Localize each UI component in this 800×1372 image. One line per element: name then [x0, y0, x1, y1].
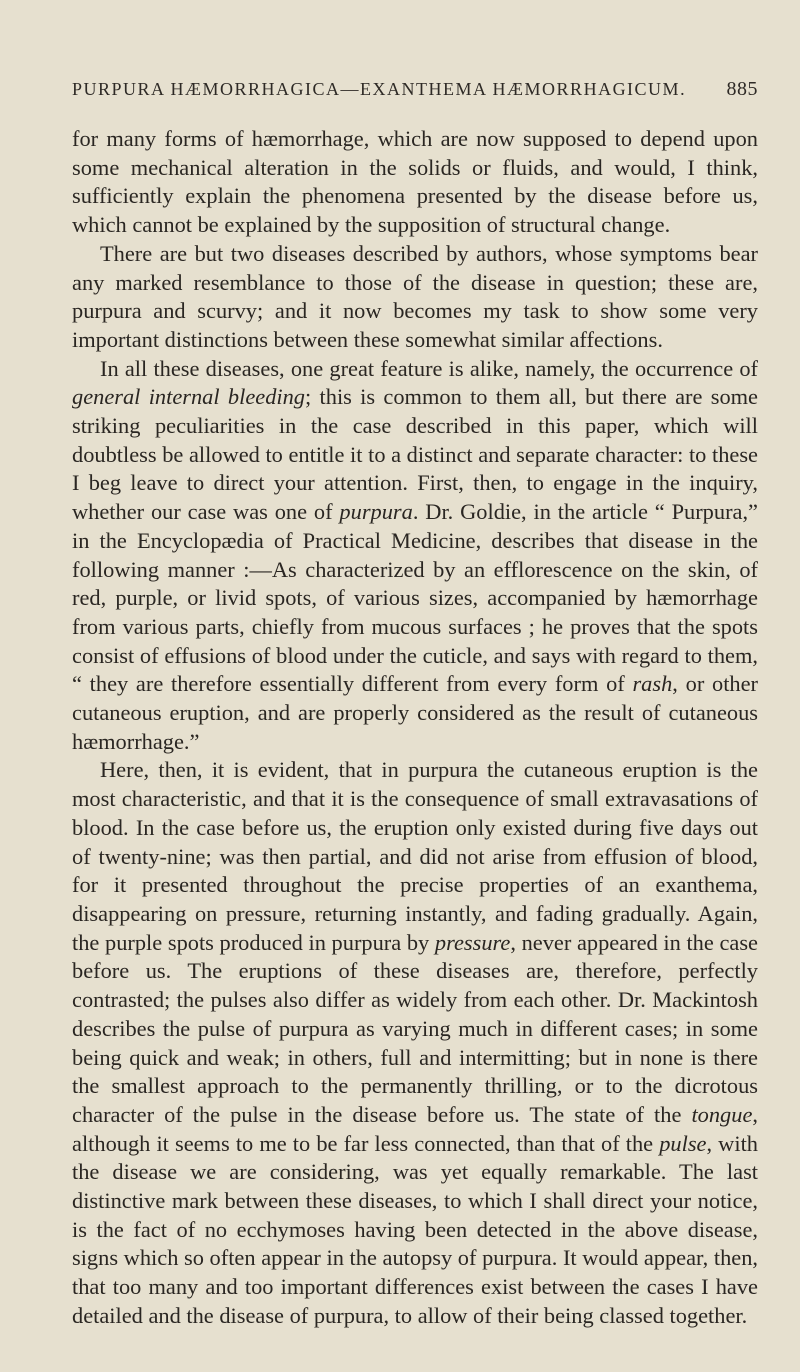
- paragraph: In all these diseases, one great feature is alike, namely, the occurrence of general internal bleeding; this is common to them all, but there are some striking peculiarities in the case described in this paper, which will doubtless be allowed to entitle it to a distinct and separate character: to these I beg leave to direct your attention. First, then, to engage in the inquiry, whether our case was one of purpura. Dr. Goldie, in the article “ Purpura,” in the Encyclopædia of Practical Medicine, describes that disease in the following manner :—As characterized by an efflorescence on the skin, of red, purple, or livid spots, of various sizes, accompanied by hæmorrhage from various parts, chiefly from mucous surfaces ; he proves that the spots consist of effusions of blood under the cuticle, and says with regard to them, “ they are therefore essentially different from every form of rash, or other cutaneous eruption, and are properly considered as the result of cutaneous hæmorrhage.”: [72, 355, 758, 754]
- body-text: [72, 125, 758, 1331]
- running-title: PURPURA HÆMORRHAGICA—EXANTHEMA HÆMORRHAGICUM.: [72, 79, 687, 99]
- paragraph: Here, then, it is evident, that in purpura the cutaneous eruption is the most characteristic, and that it is the consequence of small extravasations of blood. In the case before us, the eruption only existed during five days out of twenty-nine; was then partial, and did not arise from effusion of blood, for it presented throughout the precise properties of an exanthema, disappearing on pressure, returning instantly, and fading gradually. Again, the purple spots produced in purpura by pressure, never appeared in the case before us. The eruptions of these diseases are, therefore, perfectly contrasted; the pulses also differ as widely from each other. Dr. Mackintosh describes the pulse of purpura as varying much in different cases; in some being quick and weak; in others, full and intermitting; but in none is there the smallest approach to the permanently thrilling, or to the dicrotous character of the pulse in the disease before us. The state of the tongue, although it seems to me to be far less connected, than that of the pulse, with the disease we are considering, was yet equally remarkable. The last distinctive mark between these diseases, to which I shall direct your notice, is the fact of no ecchymoses having been detected in the above disease, signs which so often appear in the autopsy of purpura. It would appear, then, that too many and too important differences exist between the cases I have detailed and the disease of purpura, to allow of their being classed together.: [72, 757, 758, 1328]
- running-header: [72, 78, 758, 101]
- paragraph: There are but two diseases described by authors, whose symptoms bear any marked resemblance to those of the disease in question; these are, purpura and scurvy; and it now becomes my task to show some very important distinctions between these somewhat similar affections.: [72, 240, 758, 352]
- paragraph: for many forms of hæmorrhage, which are now supposed to depend upon some mechanical alteration in the solids or fluids, and would, I think, sufficiently explain the phenomena presented by the disease before us, which cannot be explained by the supposition of structural change.: [72, 126, 758, 238]
- page-number: 885: [726, 78, 758, 100]
